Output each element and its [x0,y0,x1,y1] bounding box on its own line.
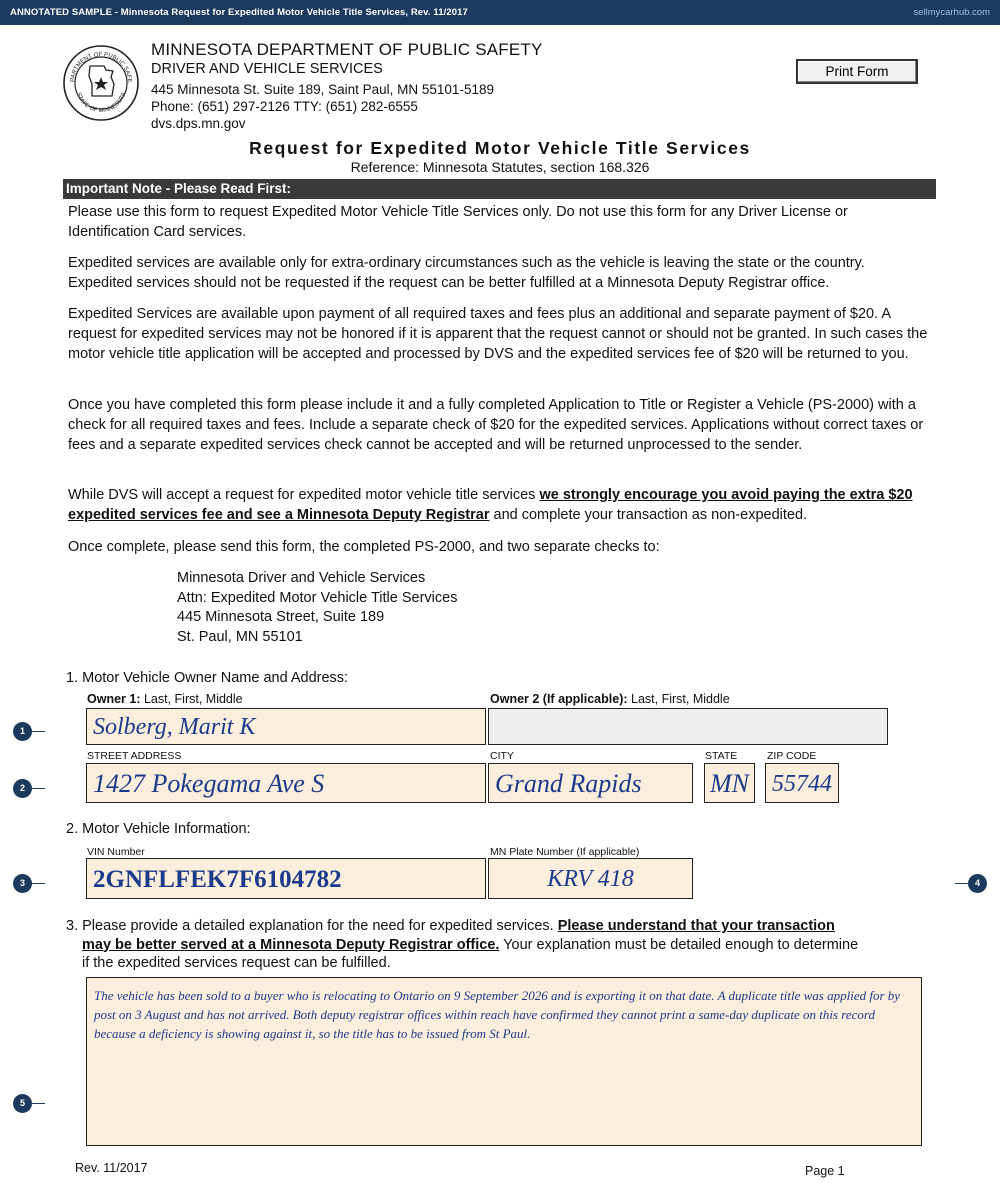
paragraph-submission: Once you have completed this form please include it and a fully completed Application to Title or Register a Vehicle (PS-2000) with a check for all required taxes and fees. Include a separate check of $20 for the expedited services. Applications without correct taxes or fees and a separate expedited services check cannot be accepted and will be returned unprocessed to the sender. [68,397,924,453]
agency-phone: Phone: (651) 297-2126 TTY: (651) 282-6555 [151,99,418,114]
state-label: STATE [705,750,738,762]
explanation-heading-emphasis: Please understand that your transaction [557,918,835,934]
owner2-name-field[interactable] [488,708,888,745]
print-form-button[interactable]: Print Form [796,59,918,84]
section-vehicle-heading: 2. Motor Vehicle Information: [66,821,251,837]
annotation-marker-2: 2 [13,779,32,798]
owner1-label-bold: Owner 1: [87,692,141,706]
annotation-leader-line [955,883,969,884]
explanation-heading-emphasis: may be better served at a Minnesota Deputy Registrar office. [82,936,500,953]
recommendation-end: and complete your transaction as non-expedited. [489,507,808,523]
page-number: Page 1 [805,1164,845,1178]
revision-date: Rev. 11/2017 [75,1161,148,1175]
mailing-address [177,569,457,648]
paragraph-mailing: Once complete, please send this form, the completed PS-2000, and two separate checks to: [68,539,660,555]
owner2-label-rest: Last, First, Middle [627,692,730,706]
owner1-label-rest: Last, First, Middle [140,692,243,706]
owner2-label [490,692,730,706]
annotation-marker-4: 4 [968,874,987,893]
explanation-heading-end: if the expedited services request can be fulfilled. [82,955,391,971]
annotation-leader-line [31,731,45,732]
mailing-address-line: Attn: Expedited Motor Vehicle Title Services [177,589,458,606]
annotation-marker-3: 3 [13,874,32,893]
form-title: Request for Expedited Motor Vehicle Title Services [249,138,751,158]
street-address-label: STREET ADDRESS [87,750,182,762]
paragraph-recommendation [68,485,933,525]
plate-number-label: MN Plate Number (If applicable) [490,846,640,858]
seal-text-top: PARTMENT OF PUBLIC SAFE [69,51,133,83]
form-reference: Reference: Minnesota Statutes, section 168.326 [350,159,650,175]
department-name: MINNESOTA DEPARTMENT OF PUBLIC SAFETY [151,40,543,59]
agency-address: 445 Minnesota St. Suite 189, Saint Paul, MN 55101-5189 [151,82,494,97]
banner-title: ANNOTATED SAMPLE - Minnesota Request for Expedited Motor Vehicle Title Services, Rev. 11/2017 [10,7,468,18]
dps-seal-icon [62,44,140,122]
state-field[interactable]: MN [704,763,755,803]
svg-text:DEPARTMENT OF PUBLIC SAFETY [62,44,132,83]
city-field[interactable]: Grand Rapids [488,763,693,803]
mailing-address-line: Minnesota Driver and Vehicle Services [177,570,426,586]
division-name: DRIVER AND VEHICLE SERVICES [151,61,383,77]
explanation-heading-intro: 3. Please provide a detailed explanation for the need for expedited services. [66,918,558,934]
vin-label: VIN Number [87,846,145,858]
annotation-leader-line [31,883,45,884]
seal-text-bottom: STATE OF MINNESOTA [74,91,128,115]
mailing-address-line: 445 Minnesota Street, Suite 189 [177,609,385,626]
owner1-label [87,692,243,706]
paragraph-scope: Please use this form to request Expedited Motor Vehicle Title Services only. Do not use this form for any Driver License or Identification Card services. [68,204,848,240]
banner-link[interactable]: sellmycarhub.com [913,7,990,18]
owner1-name-field[interactable]: Solberg, Marit K [86,708,486,745]
street-address-field[interactable]: 1427 Pokegama Ave S [86,763,486,803]
zip-code-field[interactable]: 55744 [765,763,839,803]
plate-number-field[interactable]: KRV 418 [488,858,693,899]
section-explanation-heading [66,917,922,973]
svg-text:STATE OF MINNESOTA [75,92,127,114]
annotation-leader-line [31,788,45,789]
section-owner-heading: 1. Motor Vehicle Owner Name and Address: [66,670,349,686]
annotation-banner [0,0,1000,25]
explanation-field[interactable]: The vehicle has been sold to a buyer who is relocating to Ontario on 9 September 2026 and is exporting it on that date. A duplicate title was applied for by post on 3 August and has not arrived. Both deputy registrar offices within reach have confirmed they cannot print a same-day duplicate on this record because a deficiency is showing against it, so the title has to be issued from St Paul. [86,977,922,1146]
owner2-label-bold: Owner 2 (If applicable): [490,692,628,706]
annotation-marker-5: 5 [13,1094,32,1113]
city-label: CITY [490,750,514,762]
mailing-address-line: St. Paul, MN 55101 [177,629,303,646]
paragraph-eligibility: Expedited services are available only for extra-ordinary circumstances such as the vehicle is leaving the state or the country. Expedited services should not be requested if the request can be better fulfilled at a Minnesota Deputy Registrar office. [68,255,865,291]
annotation-marker-1: 1 [13,722,32,741]
recommendation-emphasis: we strongly encourage you avoid paying the extra $20 expedited services fee and see a Minnesota Deputy Registrar [68,487,913,523]
important-note-heading: Important Note - Please Read First: [63,179,936,199]
agency-website: dvs.dps.mn.gov [151,116,246,131]
explanation-heading-rest: Your explanation must be detailed enough to determine [499,936,859,953]
recommendation-intro: While DVS will accept a request for expedited motor vehicle title services [68,487,540,503]
paragraph-fees: Expedited Services are available upon payment of all required taxes and fees plus an additional and separate payment of $20. A request for expedited services may not be honored if it is apparent that the request cannot or should not be granted. In such cases the motor vehicle title application will be accepted and processed by DVS and the expedited services fee of $20 will be returned to you. [68,306,928,362]
zip-code-label: ZIP CODE [767,750,817,762]
vin-field[interactable]: 2GNFLFEK7F6104782 [86,858,486,899]
annotation-leader-line [31,1103,45,1104]
